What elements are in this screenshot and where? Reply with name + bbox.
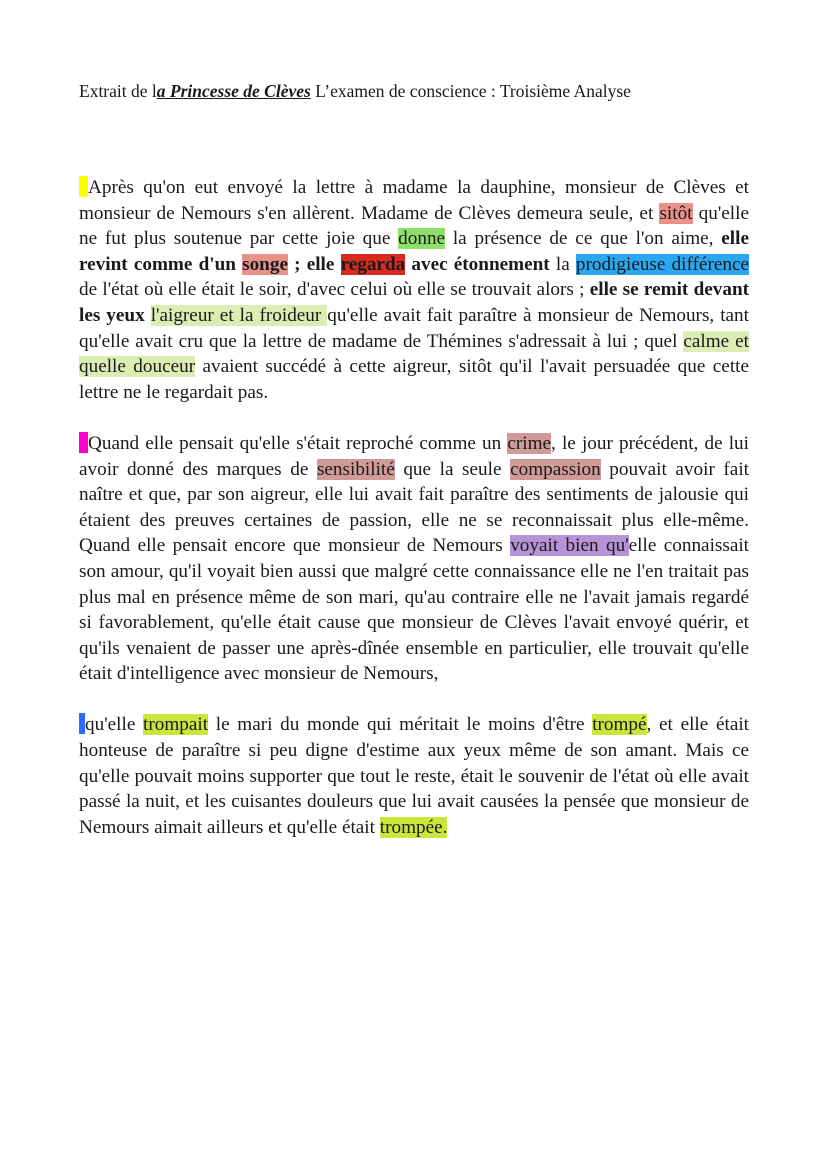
pink-marker-bar [79, 432, 88, 453]
highlight-calme-douceur: calme et quelle douceur [79, 330, 749, 378]
text-span: le mari du monde qui méritait le moins d'être [208, 714, 593, 736]
heading-prefix: Extrait de l [79, 81, 157, 101]
bold-text: elle se remit devant les yeux [79, 279, 750, 326]
text-span: la présence de ce que l'on aime, [445, 228, 722, 250]
text-span: Après qu'on eut envoyé la lettre à madame la dauphine, monsieur de Clèves et monsieur de Nemours s'en allèrent. Madame de Clèves demeura seule, et [79, 177, 749, 224]
highlight-aigreur-froideur: l'aigreur et la froideur [150, 304, 328, 326]
paragraph-2 [79, 431, 749, 687]
highlight-donne: donne [398, 228, 446, 250]
highlight-trompee: trompée. [379, 816, 448, 838]
paragraph-3 [79, 712, 749, 840]
heading-title: a Princesse de Clèves [156, 81, 311, 101]
highlight-voyait-bien: voyait bien qu' [510, 535, 629, 557]
highlight-trompe: trompé [592, 714, 647, 736]
highlight-crime: crime [507, 432, 552, 454]
text-span: avaient succédé à cette aigreur, sitôt qu'il l'avait persuadée que cette lettre ne le regardait pas. [79, 356, 749, 403]
highlight-sensibilite: sensibilité [316, 458, 395, 480]
document-heading [79, 80, 779, 102]
highlight-songe: songe [242, 253, 288, 275]
text-span: la [549, 253, 576, 275]
highlight-trompait: trompait [143, 714, 209, 736]
text-span: que la seule [394, 458, 511, 480]
text-span [145, 305, 151, 326]
text-span: qu'elle [85, 714, 144, 736]
text-span: , le jour précédent, de lui avoir donné des marques de [79, 432, 749, 480]
excerpt-body [79, 175, 749, 866]
paragraph-1 [79, 175, 749, 405]
highlight-regarda: regarda [340, 253, 406, 275]
text-span: qu'elle ne fut plus soutenue par cette joie que [79, 202, 749, 250]
text-span: elle connaissait son amour, qu'il voyait bien aussi que malgré cette connaissance elle ne l'en traitait pas plus mal en présence même de son mari, qu'au contraire elle ne l'avait jamais regardé si favorablement, qu'elle était cause que monsieur de Clèves l'avait envoyé quérir, et qu'ils venaient de passer une après-dînée ensemble en particulier, elle trouvait qu'elle était d'intelligence avec monsieur de Nemours, [79, 535, 750, 685]
highlight-compassion: compassion [510, 458, 601, 480]
bold-text: avec étonnement [405, 253, 550, 275]
yellow-marker-bar [79, 176, 88, 197]
text-span: pouvait avoir fait naître et que, par son aigreur, elle lui avait fait paraître des sentiments de jalousie qui étaient des preuves certaines de passion, elle ne se reconnaissait plus elle-même. Quand elle pensait encore que monsieur de Nemours [79, 458, 749, 557]
text-span: , et elle était honteuse de paraître si peu digne d'estime aux yeux même de son amant. Mais ce qu'elle pouvait moins supporter que tout le reste, était le souvenir de l'état où elle avait passé la nuit, et les cuisantes douleurs que lui avait causées la pensée que monsieur de Nemours aimait ailleurs et qu'elle était [79, 714, 749, 838]
bold-text: elle revint comme d'un [79, 228, 749, 275]
text-span: qu'elle avait fait paraître à monsieur de Nemours, tant qu'elle avait cru que la lettre de madame de Thémines s'adressait à lui ; quel [79, 304, 749, 352]
highlight-sitot: sitôt [659, 202, 693, 224]
text-span: Quand elle pensait qu'elle s'était reproché comme un [88, 432, 508, 454]
bold-text: ; elle [287, 253, 341, 275]
text-span: de l'état où elle était le soir, d'avec celui où elle se trouvait alors ; [79, 279, 590, 301]
highlight-prodigieuse-difference: prodigieuse différence [575, 253, 749, 275]
heading-suffix: L’examen de conscience : Troisième Analyse [310, 81, 631, 101]
